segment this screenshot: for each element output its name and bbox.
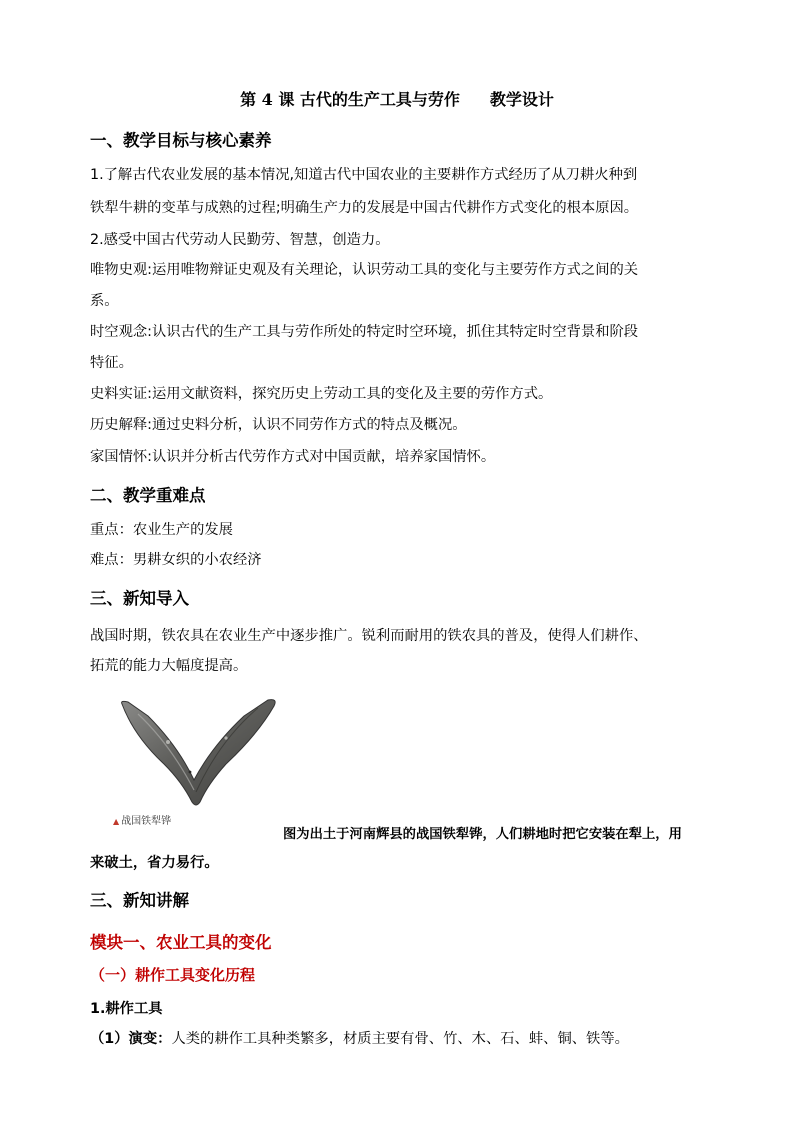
literacy-line: 特征。	[90, 355, 133, 371]
item-label: （1）演变：	[90, 1031, 172, 1047]
intro-line: 拓荒的能力大幅度提高。	[90, 658, 248, 674]
figure-description-cont: 来破土，省力易行。	[90, 855, 219, 871]
section-heading-goals: 一、教学目标与核心素养	[90, 131, 272, 150]
literacy-line: 唯物史观:运用唯物辩证史观及有关理论，认识劳动工具的变化与主要劳作方式之间的关	[90, 262, 639, 278]
section-heading-intro: 三、新知导入	[90, 589, 189, 608]
title-main: 第 4 课 古代的生产工具与劳作	[240, 90, 460, 109]
literacy-line: 时空观念:认识古代的生产工具与劳作所处的特定时空环境，抓住其特定时空背景和阶段	[90, 324, 639, 340]
goal-line: 2.感受中国古代劳动人民勤劳、智慧，创造力。	[90, 232, 390, 248]
goal-line: 铁犁牛耕的变革与成熟的过程;明确生产力的发展是中国古代耕作方式变化的根本原因。	[90, 200, 639, 216]
iron-plowshare-image	[108, 694, 284, 826]
literacy-line: 系。	[90, 293, 119, 309]
keypoint-line: 难点：男耕女织的小农经济	[90, 552, 262, 568]
figure-caption	[113, 812, 171, 827]
part-heading: （一）耕作工具变化历程	[90, 966, 256, 984]
keypoint-line: 重点：农业生产的发展	[90, 522, 233, 538]
literacy-line: 历史解释:通过史料分析，认识不同劳作方式的特点及概况。	[90, 417, 467, 433]
module-heading: 模块一、农业工具的变化	[90, 933, 272, 952]
item-line	[90, 1028, 629, 1048]
literacy-line: 家国情怀:认识并分析古代劳作方式对中国贡献，培养家国情怀。	[90, 449, 496, 465]
section-heading-keypoints: 二、教学重难点	[90, 486, 206, 505]
intro-line: 战国时期，铁农具在农业生产中逐步推广。锐利而耐用的铁农具的普及，使得人们耕作、	[90, 628, 648, 644]
item-text: 人类的耕作工具种类繁多，材质主要有骨、竹、木、石、蚌、铜、铁等。	[171, 1031, 629, 1047]
goal-line: 1.了解古代农业发展的基本情况,知道古代中国农业的主要耕作方式经历了从刀耕火种到	[90, 167, 638, 183]
literacy-line: 史料实证:运用文献资料，探究历史上劳动工具的变化及主要的劳作方式。	[90, 386, 553, 402]
triangle-marker-icon: ▲	[113, 817, 120, 826]
section-heading-lecture: 三、新知讲解	[90, 891, 189, 910]
item-heading: 1.耕作工具	[90, 1001, 163, 1017]
title-sub: 教学设计	[489, 90, 554, 109]
page-title	[0, 87, 794, 110]
figure-caption-text: 战国铁犁铧	[121, 816, 172, 827]
figure-description: 图为出土于河南辉县的战国铁犁铧，人们耕地时把它安装在犁上，用	[283, 827, 682, 842]
